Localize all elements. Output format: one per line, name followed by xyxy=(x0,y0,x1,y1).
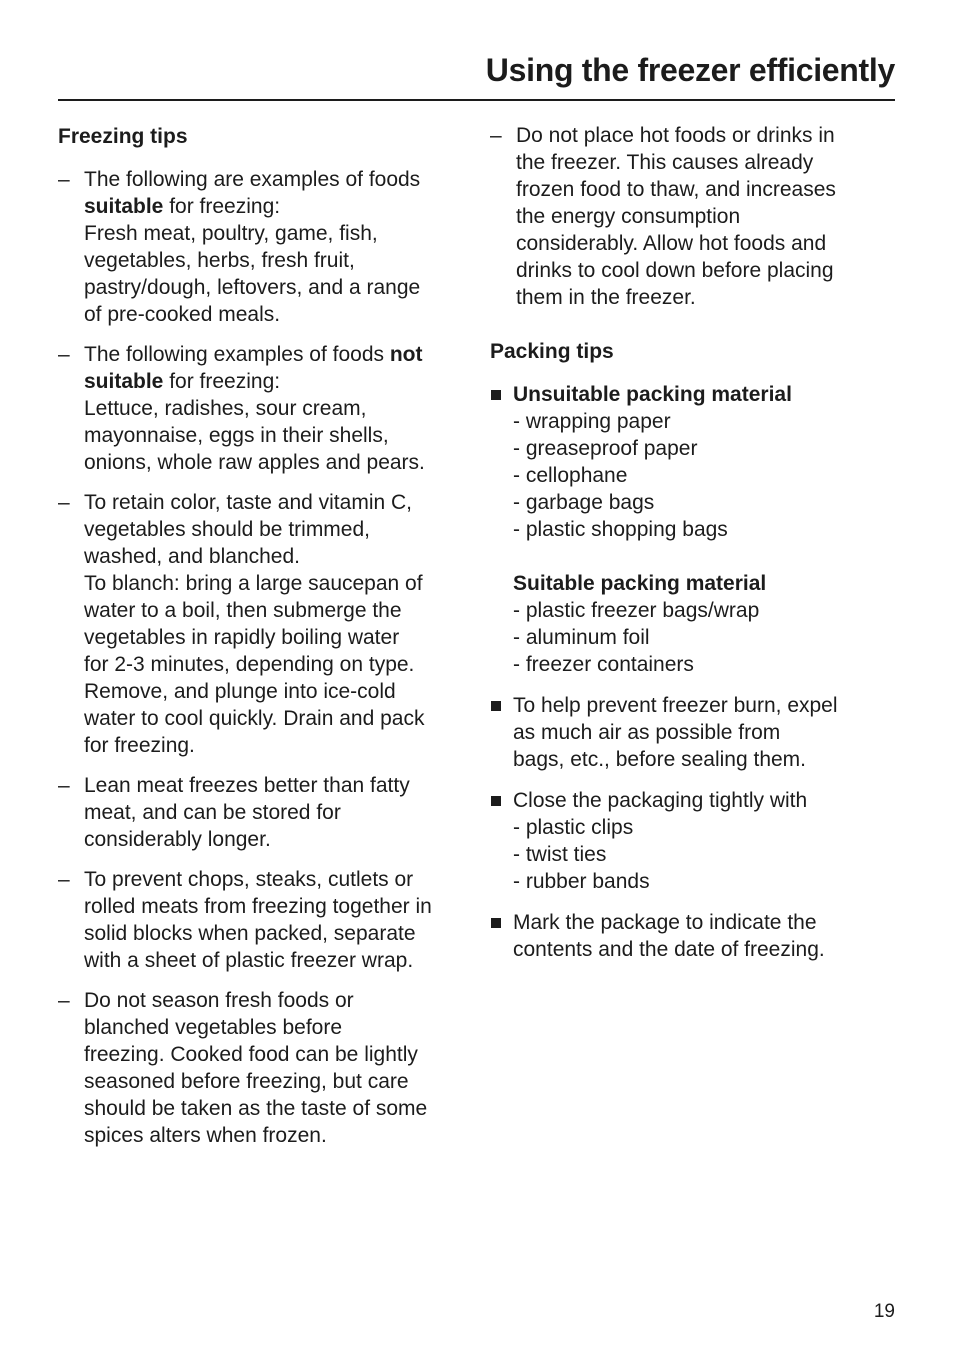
list-item: – Do not season fresh foods or blanched vegetables before freezing. Cooked food can be lightly seasoned before freezing, but care should be taken as the taste of some spices alters when frozen. xyxy=(58,989,428,1147)
unsuitable-material-heading: Unsuitable packing material xyxy=(513,383,792,406)
dash-bullet: – xyxy=(58,168,70,191)
page-header xyxy=(58,48,895,101)
freezing-tips-list-continued xyxy=(490,122,890,311)
list-item: – To prevent chops, steaks, cutlets or rolled meats from freezing together in solid blocks when packed, separate with a sheet of plastic freezer wrap. xyxy=(58,868,432,972)
dash-bullet: – xyxy=(58,343,70,366)
dash-bullet: – xyxy=(58,774,70,797)
list-item: – The following examples of foods not suitable for freezing: Lettuce, radishes, sour cream, mayonnaise, eggs in their shells, onions, whole raw apples and pears. xyxy=(58,343,425,474)
list-item: To help prevent freezer burn, expel as much air as possible from bags, etc., before sealing them. xyxy=(490,692,890,773)
list-item: – To retain color, taste and vitamin C, vegetables should be trimmed, washed, and blanched. To blanch: bring a large saucepan of water to a boil, then submerge the vegetables in rapidly boiling water for 2-3 minutes, depending on type. Remove, and plunge into ice-cold water to cool quickly. Drain and pack for freezing. xyxy=(58,491,425,757)
square-bullet xyxy=(491,390,501,400)
list-item: – Lean meat freezes better than fatty meat, and can be stored for considerably longer. xyxy=(58,774,410,851)
freezing-tips-list xyxy=(58,166,468,1149)
page-number: 19 xyxy=(873,1301,895,1322)
dash-bullet: – xyxy=(58,868,70,891)
square-bullet xyxy=(491,701,501,711)
left-column xyxy=(58,122,468,1162)
dash-bullet: – xyxy=(58,989,70,1012)
list-item: – The following are examples of foods suitable for freezing: Fresh meat, poultry, game, fish, vegetables, herbs, fresh fruit, pastry/dough, leftovers, and a range of pre-cooked meals. xyxy=(58,168,421,326)
list-item: – Do not place hot foods or drinks in the freezer. This causes already frozen food to thaw, and increases the energy consumption considerably. Allow hot foods and drinks to cool down before placing them in the freezer. xyxy=(490,124,836,309)
packing-tips-heading: Packing tips xyxy=(490,340,614,363)
suitable-material-heading: Suitable packing material xyxy=(513,572,767,595)
dash-bullet: – xyxy=(490,124,502,147)
freezing-tips-heading: Freezing tips xyxy=(58,125,188,148)
list-item: Unsuitable packing material - wrapping paper - greaseproof paper - cellophane - garbage bags - plastic shopping bags Suitable packing material - plastic freezer bags/wrap - aluminum foil - freezer containers xyxy=(490,381,890,678)
square-bullet xyxy=(491,796,501,806)
square-bullet xyxy=(491,918,501,928)
page-title: Using the freezer efficiently xyxy=(485,52,895,88)
list-item: Mark the package to indicate the contents and the date of freezing. xyxy=(490,909,890,963)
dash-bullet: – xyxy=(58,491,70,514)
packing-tips-list xyxy=(490,381,890,963)
right-column xyxy=(490,122,890,977)
list-item: Close the packaging tightly with - plastic clips - twist ties - rubber bands xyxy=(490,787,890,895)
